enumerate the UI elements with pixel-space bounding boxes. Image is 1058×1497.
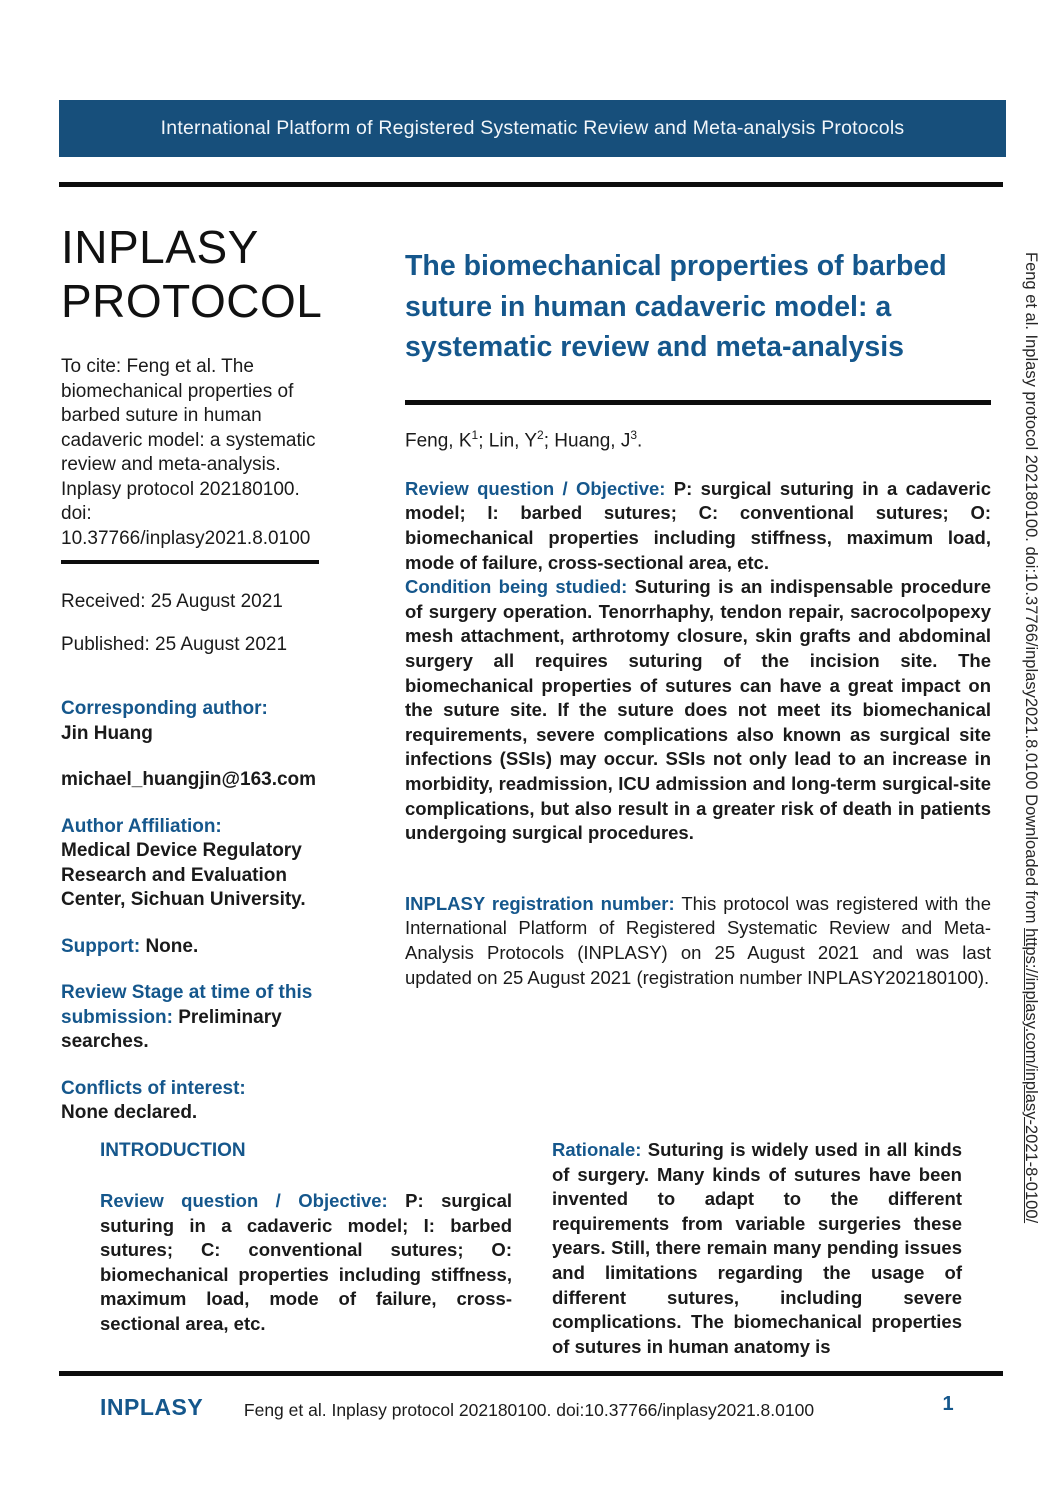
support-label: Support: (61, 935, 141, 957)
review-stage-section (61, 981, 339, 1055)
page-number: 1 (942, 1393, 954, 1415)
corresponding-author-section (61, 697, 339, 746)
conflicts-section (61, 1077, 339, 1126)
corresponding-author-email: michael_huangjin@163.com (61, 769, 317, 790)
condition-paragraph (405, 575, 991, 846)
sidebar-column (61, 220, 339, 1126)
introduction-review-question-text: P: surgical suturing in a cadaveric model; I: barbed sutures; C: conventional sutures; O: biomechanical properties including stiffness, maximum load, mode of failure, cross-sectional area, etc. (100, 1190, 513, 1334)
review-stage-value: Preliminary searches. (61, 1006, 282, 1052)
review-question-label: Review question / Objective: (405, 477, 666, 499)
masthead-line-1: INPLASY (61, 221, 259, 273)
author-line-end: . (637, 429, 643, 451)
introduction-review-question-label: Review question / Objective: (100, 1190, 388, 1211)
footer-citation: Feng et al. Inplasy protocol 202180100. doi:10.37766/inplasy2021.8.0100 (243, 1400, 815, 1420)
condition-text: Suturing is an indispensable procedure of surgery operation. Tenorrhaphy, tendon repair, sacrocolpopexy mesh attachment, arthrotomy closure, skin grafts and abdominal surgery all requires suturing of the incision site. The biomechanical properties of sutures can have a great impact on the suture site. If the suture does not meet its biomechanical requirements, severe complications also known as surgical site infections (SSIs) may occur. SSIs not only lead to an increase in morbidity, readmission, ICU admission and long-term surgical-site complications, but also result in a greater risk of death in patients undergoing surgical procedures. (405, 576, 992, 844)
introduction-right-column (552, 1138, 962, 1359)
support-section (61, 935, 339, 960)
title-divider (405, 400, 991, 405)
registration-label: INPLASY registration number: (405, 892, 675, 914)
affiliation-section (61, 815, 339, 913)
journal-banner (59, 100, 1006, 157)
conflicts-label: Conflicts of interest: (61, 1077, 246, 1099)
author-2-superscript: 2 (537, 427, 544, 442)
rationale-label: Rationale: (552, 1139, 642, 1160)
author-1: Feng, K (405, 429, 472, 451)
author-line (405, 428, 991, 452)
review-question-text: P: surgical suturing in a cadaveric model; I: barbed sutures; C: conventional sutures; O: biomechanical properties including stiffness, maximum load, mode of failure, cross-sectional area, etc. (405, 477, 992, 573)
corresponding-author-label: Corresponding author: (61, 698, 268, 719)
registration-paragraph (405, 892, 991, 990)
citation-block (61, 355, 339, 551)
introduction-review-question-paragraph (100, 1189, 512, 1337)
published-date: Published: 25 August 2021 (61, 633, 288, 655)
review-question-paragraph (405, 477, 991, 575)
side-note-text: Feng et al. Inplasy protocol 202180100. doi:10.37766/inplasy2021.8.0100 Downloaded from (1022, 252, 1040, 929)
support-value: None. (145, 935, 199, 957)
citation-doi-label: doi: (61, 503, 92, 524)
author-3-superscript: 3 (630, 427, 638, 442)
article-title: The biomechanical properties of barbed suture in human cadaveric model: a systematic review and meta-analysis (405, 250, 947, 363)
introduction-heading: INTRODUCTION (100, 1140, 246, 1161)
registration-text: This protocol was registered with the International Platform of Registered Systematic Review and Meta-Analysis Protocols (INPLASY) on 25 August 2021 and was last updated on 25 August 2021 (registration number INPLASY202180100). (405, 892, 991, 988)
rationale-paragraph (552, 1138, 962, 1359)
sidebar-divider (61, 560, 319, 564)
footer-divider (59, 1371, 1003, 1376)
corresponding-author-name: Jin Huang (61, 722, 153, 744)
citation-text: To cite: Feng et al. The biomechanical properties of barbed suture in human cadaveric model: a systematic review and meta-analysis. Inplasy protocol 202180100. (61, 356, 316, 500)
top-divider (59, 182, 1003, 187)
affiliation-value: Medical Device Regulatory Research and Evaluation Center, Sichuan University. (61, 840, 306, 910)
citation-doi-value: 10.37766/inplasy2021.8.0100 (61, 527, 311, 549)
masthead-line-2: PROTOCOL (61, 275, 323, 327)
side-note-link[interactable]: https://inplasy.com/inplasy-2021-8-0100/ (1022, 928, 1040, 1224)
condition-label: Condition being studied: (405, 576, 628, 598)
conflicts-value: None declared. (61, 1102, 198, 1123)
review-stage-label: Review Stage at time of this submission: (61, 982, 313, 1028)
affiliation-label: Author Affiliation: (61, 815, 222, 837)
abstract-block (405, 477, 991, 846)
rationale-text: Suturing is widely used in all kinds of surgery. Many kinds of sutures have been invented to adapt to the different requirements from variable surgeries these years. Still, there remain many pending issues and limitations regarding the usage of different sutures, including severe complications. The biomechanical properties of sutures in human anatomy is (552, 1139, 962, 1357)
received-date: Received: 25 August 2021 (61, 591, 283, 612)
article-column (405, 246, 991, 990)
author-2: ; Lin, Y (478, 429, 538, 451)
introduction-left-column (100, 1140, 512, 1337)
footer-brand: INPLASY (100, 1394, 204, 1420)
journal-banner-text: International Platform of Registered Systematic Review and Meta-analysis Protocols (160, 117, 905, 139)
masthead-title (61, 220, 339, 328)
author-3: ; Huang, J (543, 429, 631, 451)
side-note (1021, 252, 1040, 1342)
author-1-superscript: 1 (471, 427, 479, 442)
